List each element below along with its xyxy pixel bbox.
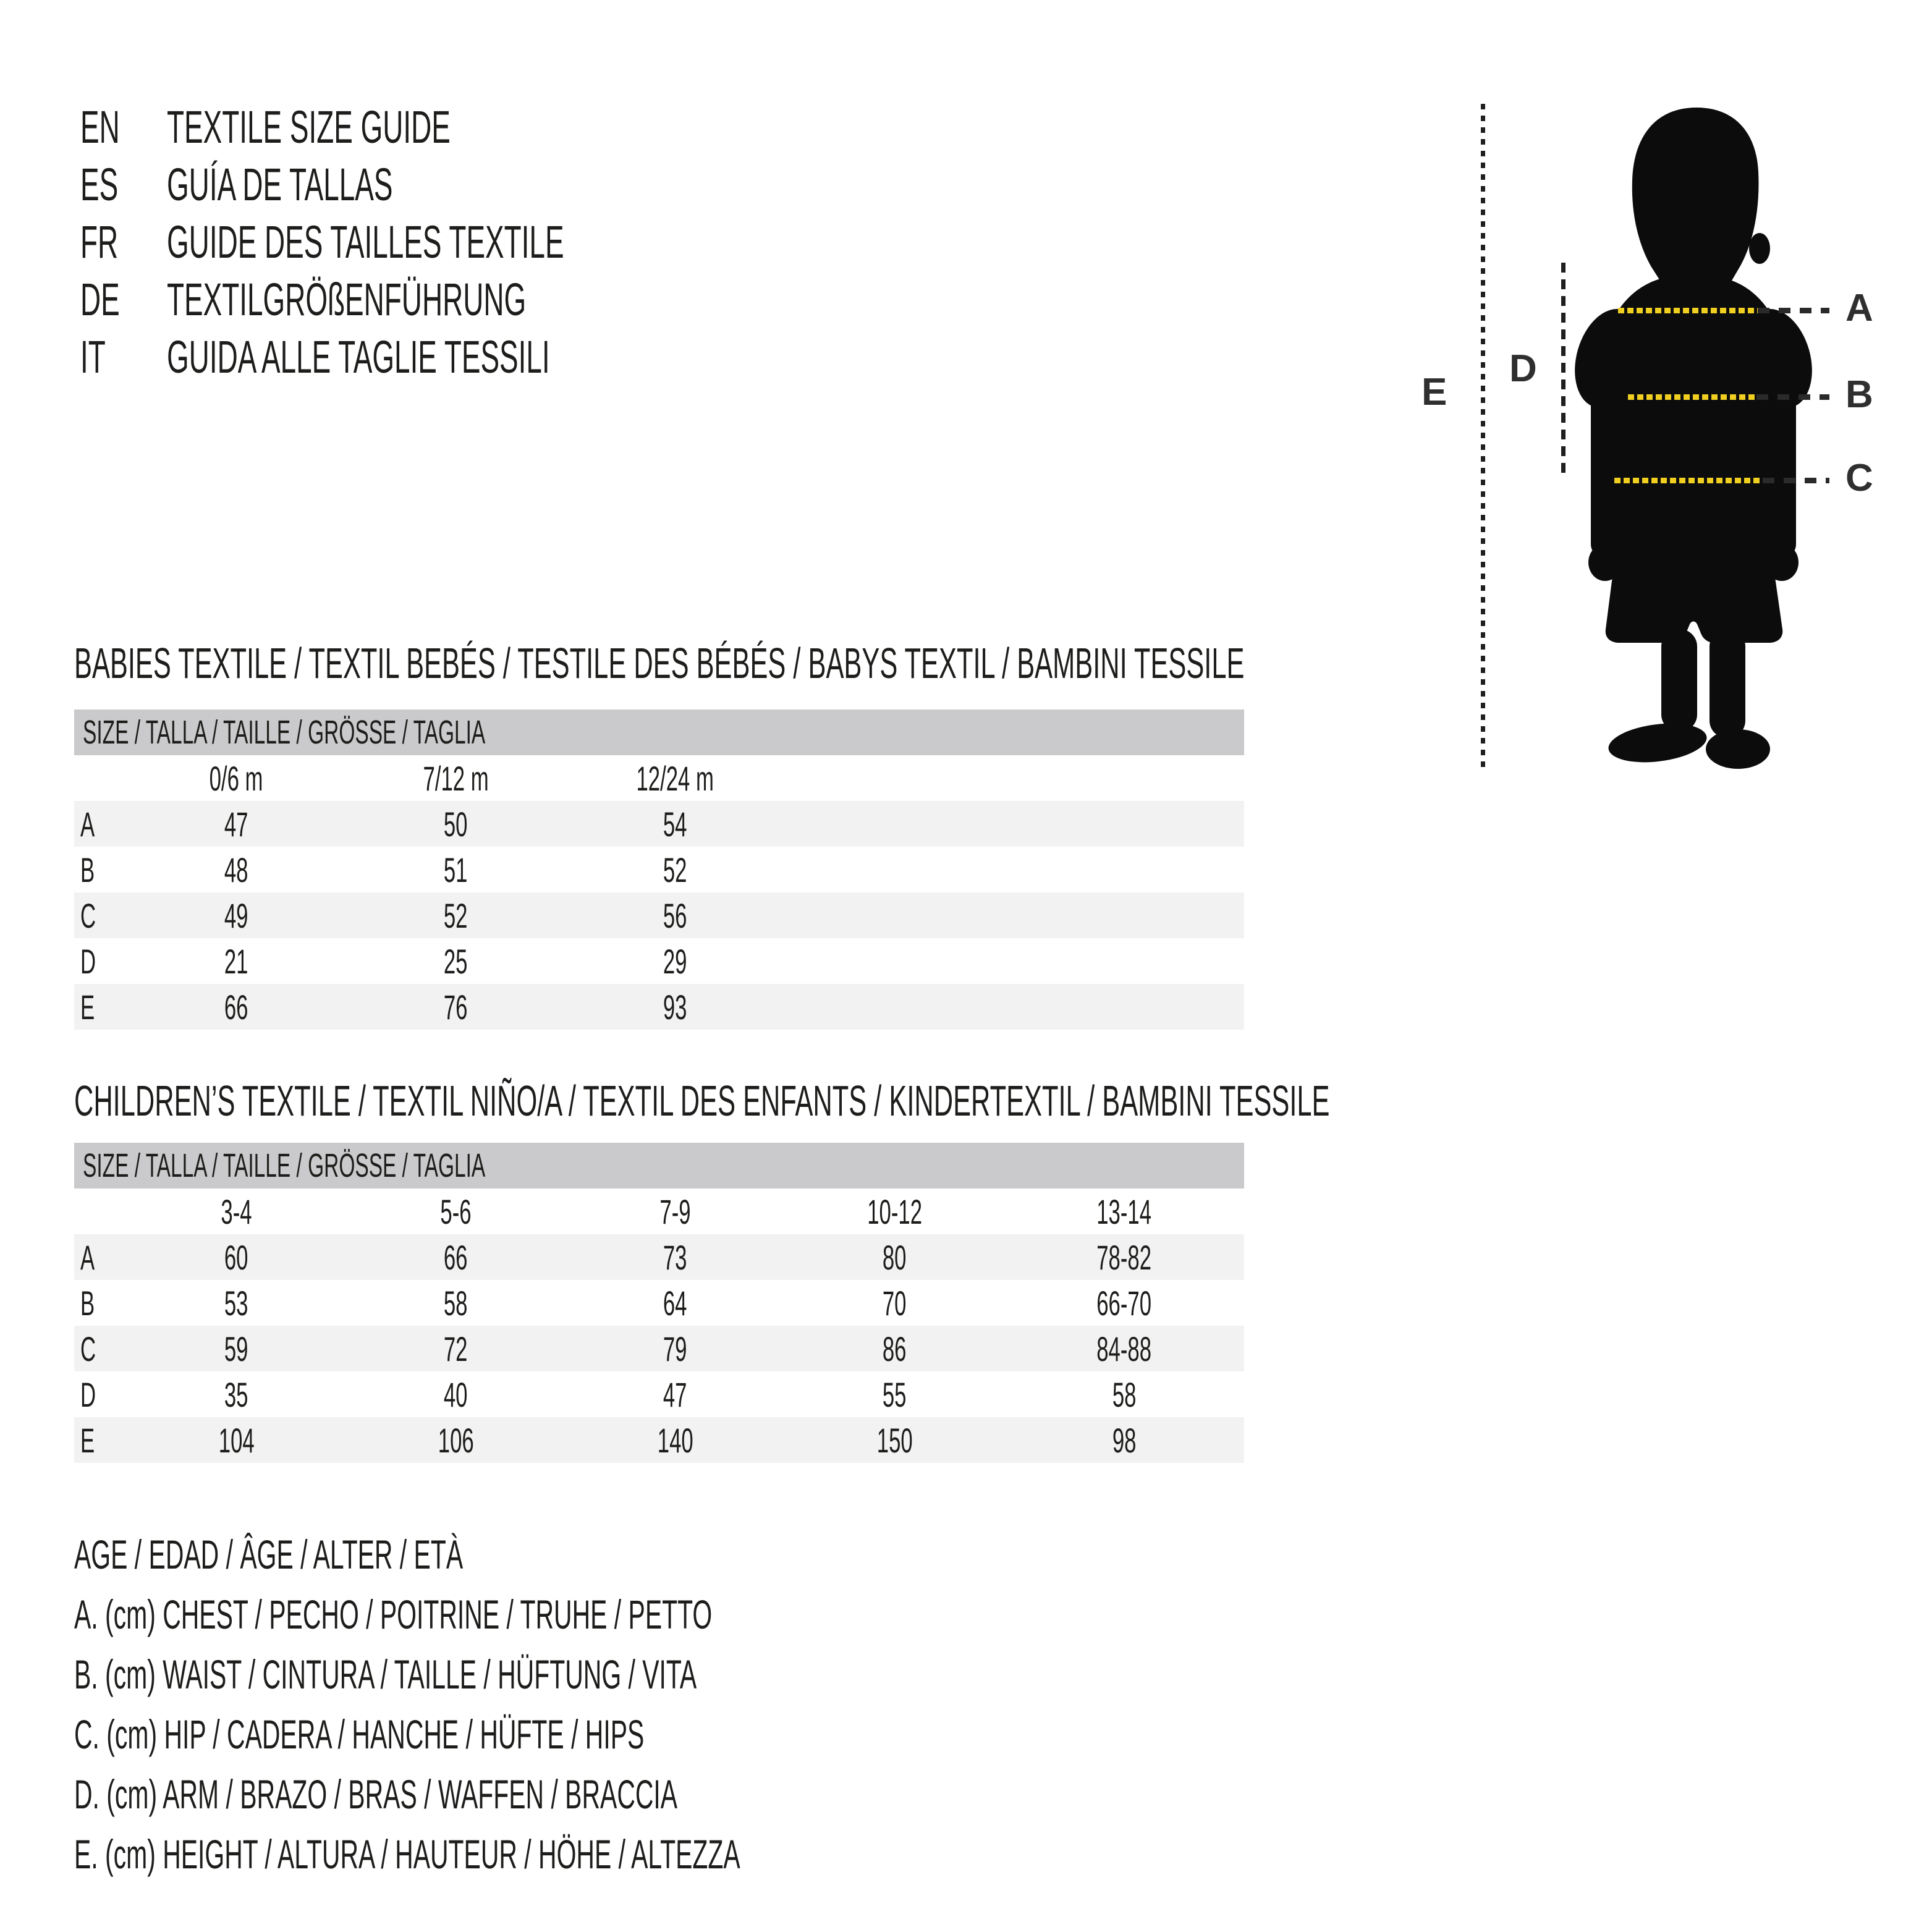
row-label-cell	[74, 1326, 127, 1371]
language-title: TEXTILE SIZE GUIDE	[167, 101, 451, 153]
value-text: 35	[224, 1375, 248, 1414]
arm-measure-dashed-line-d	[1561, 263, 1566, 476]
value-cell	[346, 984, 566, 1030]
value-text: 66-70	[1096, 1283, 1152, 1323]
size-header-label: SIZE / TALLA / TAILLE / GRÖSSE / TAGLIA	[83, 714, 486, 751]
column-header	[346, 755, 566, 801]
value-text: 40	[444, 1375, 468, 1414]
measure-label-e: E	[1421, 371, 1447, 413]
value-text: 72	[444, 1329, 468, 1368]
row-label-text: B	[80, 850, 95, 889]
measure-label-a: A	[1845, 287, 1873, 329]
row-label-text: E	[80, 987, 95, 1027]
legend-text: C. (cm) HIP / CADERA / HANCHE / HÜFTE / HIPS	[74, 1711, 645, 1757]
value-text: 86	[883, 1329, 907, 1368]
column-header-text: 5-6	[440, 1192, 472, 1231]
value-cell	[127, 938, 346, 984]
value-cell	[127, 1371, 346, 1417]
row-label-text: C	[80, 1329, 96, 1368]
children-section-heading	[74, 1076, 1932, 1125]
table-row	[74, 1234, 1244, 1280]
value-text: 76	[444, 987, 468, 1027]
value-cell	[346, 801, 566, 847]
language-code: EN	[80, 101, 120, 153]
language-code: DE	[80, 274, 120, 325]
value-cell	[127, 847, 346, 892]
row-label-cell	[74, 938, 127, 984]
value-cell	[346, 1280, 566, 1326]
value-text: 56	[663, 896, 687, 935]
value-cell	[785, 1417, 1004, 1463]
language-title: GUIDE DES TAILLES TEXTILE	[167, 216, 564, 268]
value-text: 53	[224, 1283, 248, 1323]
value-text: 52	[663, 850, 687, 889]
table-row	[74, 892, 1244, 938]
value-cell	[566, 892, 785, 938]
legend-text: A. (cm) CHEST / PECHO / POITRINE / TRUHE / PETTO	[74, 1591, 713, 1637]
value-cell	[346, 1234, 566, 1280]
value-cell	[1004, 1326, 1244, 1371]
row-label-cell	[74, 1280, 127, 1326]
column-header	[127, 1188, 346, 1234]
value-text: 84-88	[1096, 1329, 1152, 1368]
value-cell	[566, 938, 785, 984]
value-text: 66	[444, 1237, 468, 1277]
empty-corner-cell	[74, 1188, 127, 1234]
row-label-text: C	[80, 896, 96, 935]
language-title: GUÍA DE TALLAS	[167, 159, 393, 210]
column-header	[566, 1188, 785, 1234]
value-text: 73	[663, 1237, 687, 1277]
value-cell	[346, 1371, 566, 1417]
value-cell	[566, 1280, 785, 1326]
value-text: 66	[224, 987, 248, 1027]
row-label-cell	[74, 1417, 127, 1463]
value-cell	[346, 1417, 566, 1463]
legend-line-arm	[74, 1771, 1047, 1818]
value-text: 58	[1112, 1375, 1137, 1414]
legend-line-age	[74, 1531, 701, 1578]
column-header	[346, 1188, 566, 1234]
value-cell	[127, 801, 346, 847]
column-header-text: 3-4	[221, 1192, 252, 1231]
column-header	[1004, 1188, 1244, 1234]
empty-corner-cell	[74, 755, 127, 801]
hip-measure-dashed-line-c	[1763, 478, 1829, 483]
filler-cell	[785, 984, 1244, 1030]
legend-line-hip	[74, 1711, 994, 1758]
table-row	[74, 1371, 1244, 1417]
babies-table-header-bar	[74, 710, 1244, 755]
value-text: 54	[663, 804, 687, 844]
children-table-header-bar	[74, 1143, 1244, 1188]
value-cell	[127, 1234, 346, 1280]
value-cell	[785, 1280, 1004, 1326]
language-title: GUIDA ALLE TAGLIE TESSILI	[167, 331, 550, 383]
language-code: ES	[80, 159, 119, 210]
value-cell	[1004, 1280, 1244, 1326]
value-text: 50	[444, 804, 468, 844]
babies-section-heading	[74, 638, 1932, 688]
column-header-text: 10-12	[867, 1192, 922, 1231]
value-text: 79	[663, 1329, 687, 1368]
value-text: 64	[663, 1283, 687, 1323]
value-text: 48	[224, 850, 248, 889]
row-label-cell	[74, 801, 127, 847]
value-text: 58	[444, 1283, 468, 1323]
babies-size-table	[74, 710, 1244, 1030]
row-label-cell	[74, 847, 127, 892]
value-cell	[1004, 1371, 1244, 1417]
value-text: 25	[444, 941, 468, 981]
table-row	[74, 1417, 1244, 1463]
row-label-cell	[74, 1234, 127, 1280]
value-cell	[566, 1371, 785, 1417]
value-cell	[1004, 1417, 1244, 1463]
filler-cell	[785, 755, 1244, 801]
row-label-cell	[74, 892, 127, 938]
row-label-cell	[74, 984, 127, 1030]
table-row	[74, 938, 1244, 984]
value-text: 21	[224, 941, 248, 981]
children-column-header-row	[74, 1188, 1244, 1234]
language-title: TEXTILGRÖßENFÜHRUNG	[167, 274, 527, 325]
value-text: 80	[883, 1237, 907, 1277]
value-text: 59	[224, 1329, 248, 1368]
row-label-text: E	[80, 1420, 95, 1460]
column-header	[127, 755, 346, 801]
legend-text: E. (cm) HEIGHT / ALTURA / HAUTEUR / HÖHE / ALTEZZA	[74, 1831, 740, 1877]
row-label-text: D	[80, 1375, 96, 1414]
value-cell	[566, 1417, 785, 1463]
value-text: 60	[224, 1237, 248, 1277]
column-header-text: 7-9	[659, 1192, 691, 1231]
legend-text: AGE / EDAD / ÂGE / ALTER / ETÀ	[74, 1532, 464, 1577]
value-text: 104	[218, 1420, 255, 1460]
legend-line-chest	[74, 1591, 1103, 1638]
column-header	[566, 755, 785, 801]
table-row	[74, 801, 1244, 847]
measure-label-d: D	[1509, 347, 1537, 390]
measure-label-b: B	[1845, 373, 1873, 416]
waist-measure-dashed-line-b	[1756, 394, 1829, 400]
children-size-table	[74, 1143, 1244, 1463]
value-text: 98	[1112, 1420, 1137, 1460]
value-cell	[566, 1326, 785, 1371]
value-cell	[127, 984, 346, 1030]
value-text: 93	[663, 987, 687, 1027]
value-cell	[566, 847, 785, 892]
table-row	[74, 1326, 1244, 1371]
babies-section-heading-text: BABIES TEXTILE / TEXTIL BEBÉS / TESTILE DES BÉBÉS / BABYS TEXTIL / BAMBINI TESSILE	[74, 639, 1245, 687]
value-cell	[346, 938, 566, 984]
value-cell	[566, 984, 785, 1030]
column-header-text: 12/24 m	[636, 758, 714, 798]
column-header-text: 13-14	[1096, 1192, 1152, 1231]
row-label-cell	[74, 1371, 127, 1417]
row-label-text: A	[80, 804, 95, 844]
value-text: 29	[663, 941, 687, 981]
table-row	[74, 847, 1244, 892]
value-cell	[785, 1326, 1004, 1371]
row-label-text: A	[80, 1237, 95, 1277]
hip-measure-yellow-line-c	[1614, 478, 1763, 483]
legend-line-waist	[74, 1651, 1078, 1698]
legend-line-height	[74, 1831, 1148, 1878]
value-cell	[566, 801, 785, 847]
table-row	[74, 984, 1244, 1030]
legend-text: B. (cm) WAIST / CINTURA / TAILLE / HÜFTUNG / VITA	[74, 1651, 697, 1697]
value-cell	[566, 1234, 785, 1280]
value-text: 51	[444, 850, 468, 889]
value-cell	[785, 1371, 1004, 1417]
value-cell	[346, 847, 566, 892]
size-header-label: SIZE / TALLA / TAILLE / GRÖSSE / TAGLIA	[83, 1147, 486, 1184]
filler-cell	[785, 847, 1244, 892]
language-code: IT	[80, 331, 106, 383]
value-text: 47	[663, 1375, 687, 1414]
value-cell	[1004, 1234, 1244, 1280]
language-code: FR	[80, 216, 119, 268]
value-cell	[127, 1326, 346, 1371]
value-text: 49	[224, 896, 248, 935]
value-cell	[127, 1417, 346, 1463]
filler-cell	[785, 801, 1244, 847]
value-text: 52	[444, 896, 468, 935]
row-label-text: D	[80, 941, 96, 981]
value-text: 150	[876, 1420, 913, 1460]
chest-measure-yellow-line-a	[1618, 308, 1758, 313]
value-text: 140	[657, 1420, 693, 1460]
column-header-text: 7/12 m	[423, 758, 489, 798]
table-row	[74, 1280, 1244, 1326]
value-cell	[785, 1234, 1004, 1280]
measure-label-c: C	[1845, 457, 1873, 499]
row-label-text: B	[80, 1283, 95, 1323]
filler-cell	[785, 938, 1244, 984]
column-header-text: 0/6 m	[210, 758, 263, 798]
value-text: 78-82	[1096, 1237, 1152, 1277]
value-text: 47	[224, 804, 248, 844]
waist-measure-yellow-line-b	[1628, 394, 1756, 400]
filler-cell	[785, 892, 1244, 938]
value-cell	[346, 892, 566, 938]
babies-column-header-row	[74, 755, 1244, 801]
value-cell	[127, 1280, 346, 1326]
column-header	[785, 1188, 1004, 1234]
value-text: 70	[883, 1283, 907, 1323]
chest-measure-dashed-line-a	[1758, 308, 1829, 313]
value-text: 55	[883, 1375, 907, 1414]
value-text: 106	[438, 1420, 474, 1460]
value-cell	[127, 892, 346, 938]
children-section-heading-text: CHILDREN’S TEXTILE / TEXTIL NIÑO/A / TEXTIL DES ENFANTS / KINDERTEXTIL / BAMBINI TESSILE	[74, 1077, 1330, 1125]
value-cell	[346, 1326, 566, 1371]
legend-text: D. (cm) ARM / BRAZO / BRAS / WAFFEN / BRACCIA	[74, 1771, 678, 1817]
